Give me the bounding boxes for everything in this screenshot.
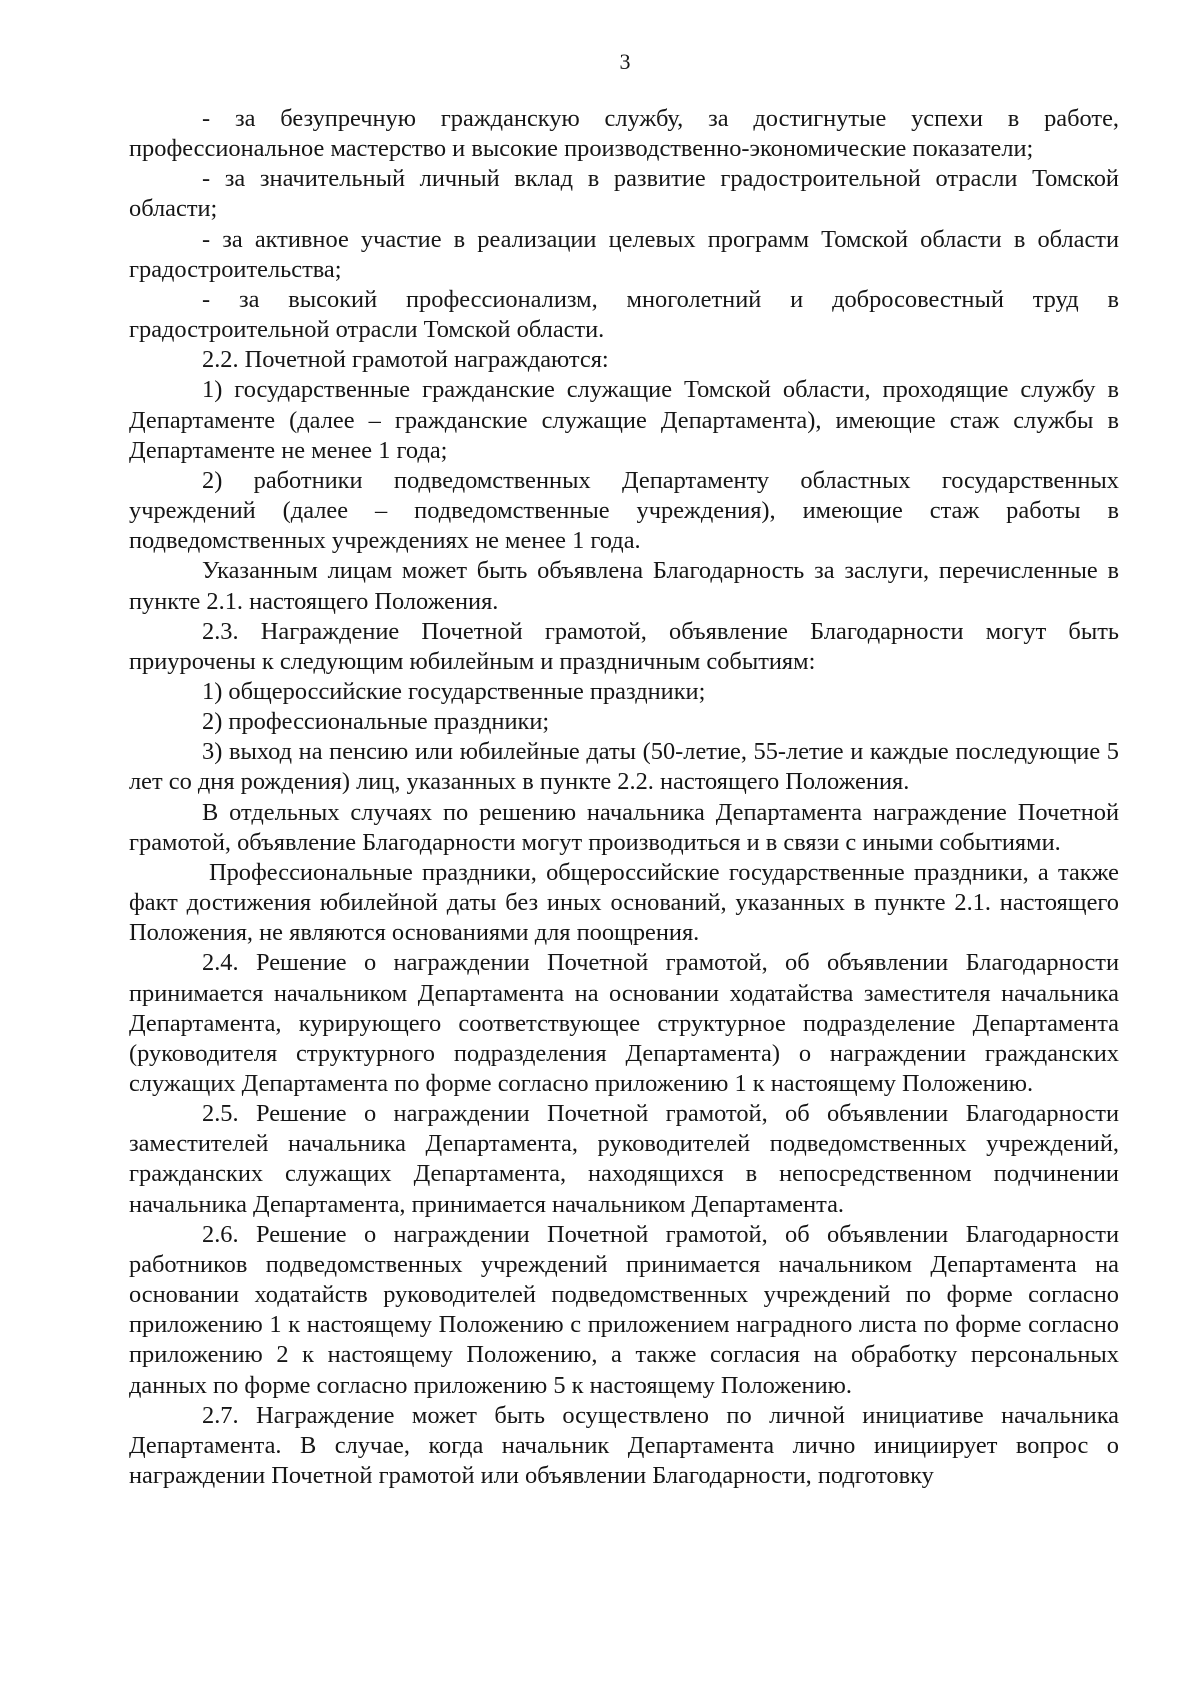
paragraph-list-item-contribution: - за значительный личный вклад в развитие градостроительной отрасли Томской области; [129,165,1119,223]
paragraph-2-2-item-2: 2) работники подведомственных Департаменту областных государственных учреждений (далее – подведомственные учреждения), имеющие стаж работы в подведомственных учреждениях не менее 1 года. [129,466,1119,555]
paragraph-section-2-6: 2.6. Решение о награждении Почетной грамотой, об объявлении Благодарности работников подведомственных учреждений принимается начальником Департамента на основании ходатайств руководителей подведомственных учреждений по форме согласно приложению 1 к настоящему Положению с приложением наградного листа по форме согласно приложению 2 к настоящему Положению, а также согласия на обработку персональных данных по форме согласно приложению 5 к настоящему Положению. [129,1220,1119,1399]
paragraph-2-3-item-3: 3) выход на пенсию или юбилейные даты (50-летие, 55-летие и каждые последующие 5 лет со дня рождения) лиц, указанных в пункте 2.2. настоящего Положения. [129,738,1119,796]
paragraph-gratitude-note: Указанным лицам может быть объявлена Благодарность за заслуги, перечисленные в пункте 2.1. настоящего Положения. [129,557,1119,615]
paragraph-list-item-professionalism: - за высокий профессионализм, многолетний и добросовестный труд в градостроительной отрасли Томской области. [129,285,1119,344]
paragraph-section-2-5: 2.5. Решение о награждении Почетной грамотой, об объявлении Благодарности заместителей начальника Департамента, руководителей подведомственных учреждений, гражданских служащих Департамента, находящихся в непосредственном подчинении начальника Департамента, принимается начальником Департамента. [129,1100,1119,1218]
paragraph-section-2-2: 2.2. Почетной грамотой награждаются: [202,346,609,374]
paragraph-holidays-note: Профессиональные праздники, общероссийские государственные праздники, а также факт достижения юбилейной даты без иных оснований, указанных в пункте 2.1. настоящего Положения, не являются основаниями для поощрения. [129,858,1119,947]
paragraph-list-item-participation: - за активное участие в реализации целевых программ Томской области в области градостроительства; [129,225,1119,283]
document-body [129,104,1119,1491]
paragraph-section-2-3: 2.3. Награждение Почетной грамотой, объявление Благодарности могут быть приурочены к следующим юбилейным и праздничным событиям: [129,617,1119,675]
paragraph-2-2-item-1: 1) государственные гражданские служащие Томской области, проходящие службу в Департаменте (далее – гражданские служащие Департамента), имеющие стаж службы в Департаменте не менее 1 года; [129,376,1119,464]
paragraph-section-2-7: 2.7. Награждение может быть осуществлено по личной инициативе начальника Департамента. В случае, когда начальник Департамента лично инициирует вопрос о награждении Почетной грамотой или объявлении Благодарности, подготовку [129,1401,1119,1490]
paragraph-2-3-item-1: 1) общероссийские государственные праздники; [202,677,706,705]
paragraph-list-item-service: - за безупречную гражданскую службу, за достигнутые успехи в работе, профессиональное мастерство и высокие производственно-экономические показатели; [129,105,1119,163]
paragraph-2-3-item-2: 2) профессиональные праздники; [202,708,550,736]
paragraph-section-2-4: 2.4. Решение о награждении Почетной грамотой, об объявлении Благодарности принимается начальником Департамента на основании ходатайства заместителя начальника Департамента, курирующего соответствующее структурное подразделение Департамента (руководителя структурного подразделения Департамента) о награждении гражданских служащих Департамента по форме согласно приложению 1 к настоящему Положению. [129,949,1119,1097]
paragraph-special-cases: В отдельных случаях по решению начальника Департамента награждение Почетной грамотой, объявление Благодарности могут производиться и в связи с иными событиями. [129,798,1119,856]
page-number: 3 [619,49,631,74]
